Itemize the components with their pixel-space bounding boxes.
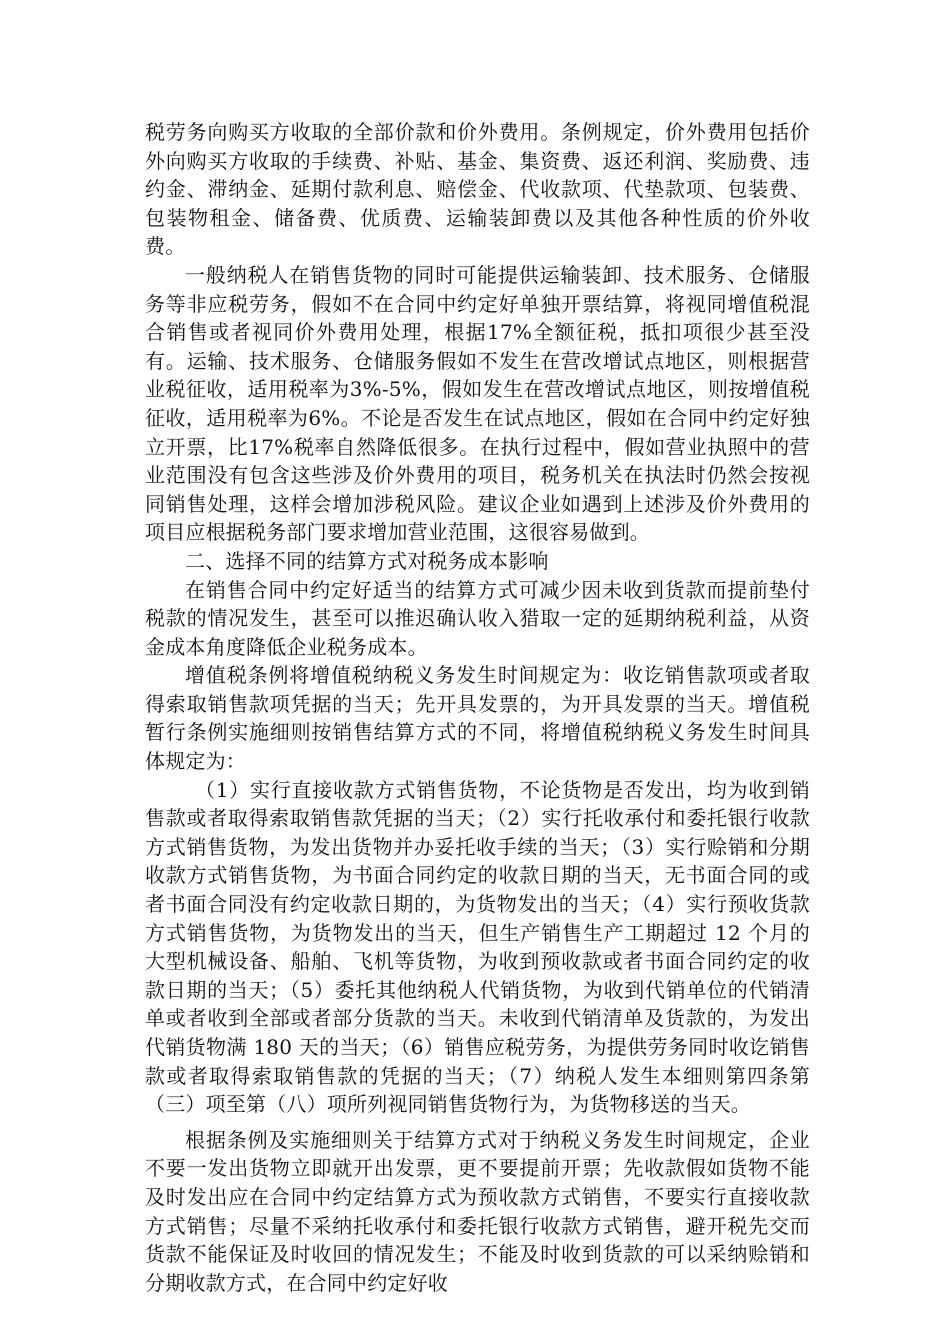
paragraph-price-fees: 税劳务向购买方收取的全部价款和价外费用。条例规定，价外费用包括价外向购买方收取的手续费、补贴、基金、集资费、返还利润、奖励费、违约金、滞纳金、延期付款利息、赔偿金、代收款项、代垫款项、包装费、包装物租金、储备费、优质费、运输装卸费以及其他各种性质的价外收费。 [145,120,810,259]
section-heading-settlement-methods: 二、选择不同的结算方式对税务成本影响 [185,548,549,573]
paragraph-settlement-intro: 在销售合同中约定好适当的结算方式可减少因未收到货款而提前垫付税款的情况发生，甚至可以推迟确认收入猎取一定的延期纳税利益，从资金成本角度降低企业税务成本。 [145,577,810,659]
document-body [145,118,810,1297]
paragraph-vat-obligation-time: 增值税条例将增值税纳税义务发生时间规定为：收讫销售款项或者取得索取销售款项凭据的当天；先开具发票的，为开具发票的当天。增值税暂行条例实施细则按销售结算方式的不同，将增值税纳税义务发生时间具体规定为： [145,663,810,774]
paragraph-recommendations: 根据条例及实施细则关于结算方式对于纳税义务发生时间规定，企业不要一发出货物立即就开出发票，更不要提前开票；先收款假如货物不能及时发出应在合同中约定结算方式为预收款方式销售，不要实行直接收款方式销售；尽量不采纳托收承付和委托银行收款方式销售，避开税先交而货款不能保证及时收回的情况发生；不能及时收到货款的可以采纳赊销和分期收款方式，在合同中约定好收 [145,1127,810,1295]
paragraph-non-taxable-services: 一般纳税人在销售货物的同时可能提供运输装卸、技术服务、仓储服务等非应税劳务，假如不在合同中约定好单独开票结算，将视同增值税混合销售或者视同价外费用处理，根据17%全额征税，抵扣项很少甚至没有。运输、技术服务、仓储服务假如不发生在营改增试点地区，则根据营业税征收，适用税率为3%-5%，假如发生在营改增试点地区，则按增值税征收，适用税率为6%。不论是否发生在试点地区，假如在合同中约定好独立开票，比17%税率自然降低很多。在执行过程中，假如营业执照中的营业范围没有包含这些涉及价外费用的项目，税务机关在执法时仍然会按视同销售处理，这样会增加涉税风险。建议企业如遇到上述涉及价外费用的项目应根据税务部门要求增加营业范围，这很容易做到。 [145,262,810,545]
paragraph-settlement-list: （1）实行直接收款方式销售货物，不论货物是否发出，均为收到销售款或者取得索取销售款凭据的当天；（2）实行托收承付和委托银行收款方式销售货物，为发出货物并办妥托收手续的当天；（3）实行赊销和分期收款方式销售货物，为书面合同约定的收款日期的当天，无书面合同的或者书面合同没有约定收款日期的，为货物发出的当天；（4）实行预收货款方式销售货物，为货物发出的当天，但生产销售生产工期超过 12 个月的大型机械设备、船舶、飞机等货物，为收到预收款或者书面合同约定的收款日期的当天；（5）委托其他纳税人代销货物，为收到代销单位的代销清单或者收到全部或者部分货款的当天。未收到代销清单及货款的，为发出代销货物满 180 天的当天；（6）销售应税劳务，为提供劳务同时收讫销售款或者取得索取销售款的凭据的当天；（7）纳税人发生本细则第四条第（三）项至第（八）项所列视同销售货物行为，为货物移送的当天。 [145,777,810,1117]
